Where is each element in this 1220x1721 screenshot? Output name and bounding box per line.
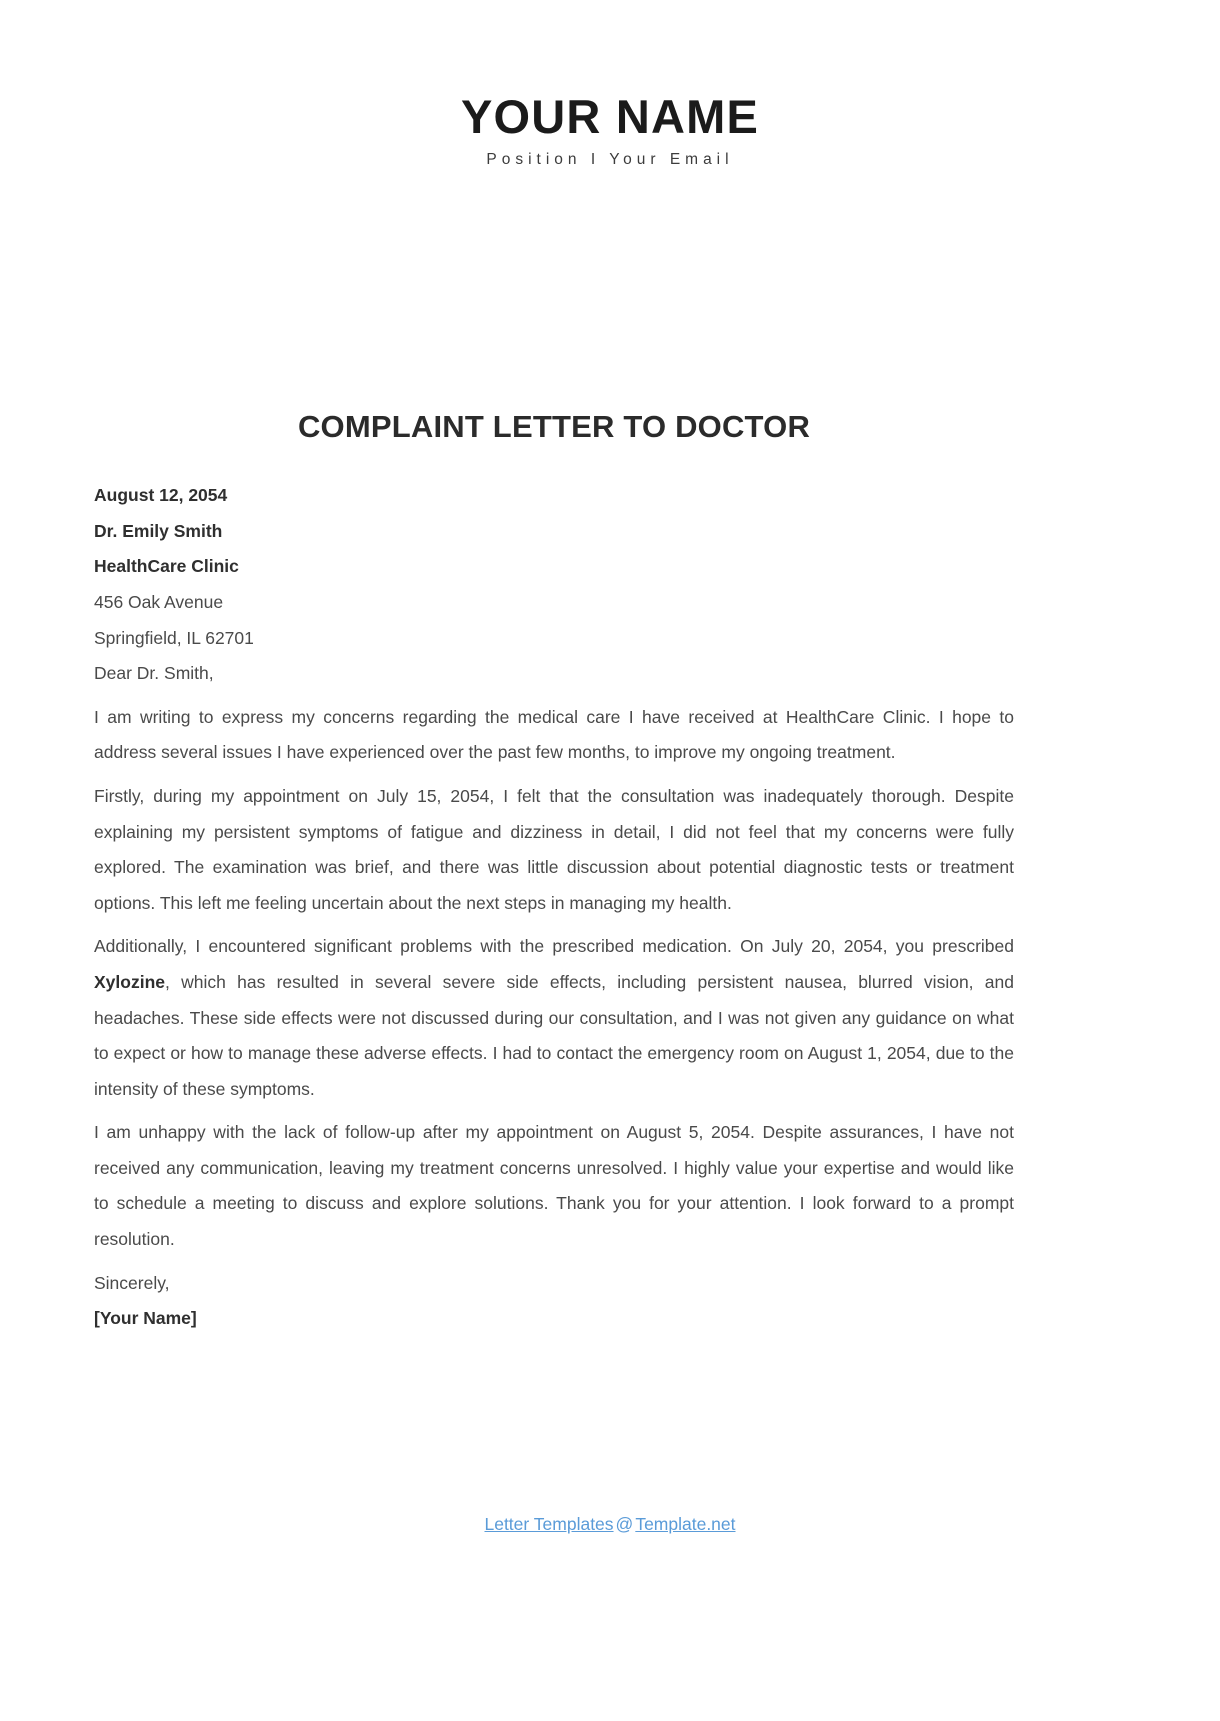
signature-name: [Your Name] bbox=[94, 1308, 197, 1329]
body-paragraph-3-tail: , which has resulted in several severe side effects, including persistent nausea, blurred vision, and headaches. These side effects were not discussed during our consultation, and I was not given any guidance on what to expect or how to manage these adverse effects. I had to contact the emergency room on August 1, 2054, due to the intensity of these symptoms. bbox=[94, 971, 1014, 1099]
letter-date: August 12, 2054 bbox=[94, 485, 228, 506]
medication-name: Xylozine bbox=[94, 971, 165, 992]
footer-link-letter-templates[interactable]: Letter Templates bbox=[484, 1514, 614, 1534]
letterhead-name: YOUR NAME bbox=[460, 90, 760, 143]
letterhead-subtitle: Position I Your Email bbox=[486, 151, 734, 169]
recipient-street-address: 456 Oak Avenue bbox=[94, 591, 224, 612]
footer-separator: @ bbox=[615, 1514, 634, 1534]
letter-body bbox=[94, 408, 1014, 1337]
recipient-organization: HealthCare Clinic bbox=[94, 556, 239, 577]
body-paragraph-1: I am writing to express my concerns regarding the medical care I have received at HealthCare Clinic. I hope to address several issues I have experienced over the past few months, to improve my ongoing treatment. bbox=[94, 706, 1014, 763]
recipient-city-state-zip: Springfield, IL 62701 bbox=[94, 627, 254, 648]
letterhead bbox=[0, 92, 1220, 169]
body-paragraph-2: Firstly, during my appointment on July 15, 2054, I felt that the consultation was inadequately thorough. Despite explaining my persistent symptoms of fatigue and dizziness in detail, I did not feel that my concerns were fully explored. The examination was brief, and there was little discussion about potential diagnostic tests or treatment options. This left me feeling uncertain about the next steps in managing my health. bbox=[94, 785, 1014, 913]
body-paragraph-4: I am unhappy with the lack of follow-up after my appointment on August 5, 2054. Despite assurances, I have not received any communication, leaving my treatment concerns unresolved. I highly value your expertise and would like to schedule a meeting to discuss and explore solutions. Thank you for your attention. I look forward to a prompt resolution. bbox=[94, 1122, 1014, 1250]
salutation: Dear Dr. Smith, bbox=[94, 663, 214, 684]
body-paragraph-3-lead: Additionally, I encountered significant problems with the prescribed medication. On July 20, 2054, you prescribed bbox=[94, 936, 1014, 957]
page-title: COMPLAINT LETTER TO DOCTOR bbox=[297, 409, 811, 444]
recipient-name: Dr. Emily Smith bbox=[94, 520, 223, 541]
footer bbox=[0, 1514, 1220, 1535]
body-paragraph-3 bbox=[94, 921, 1014, 1107]
footer-link-template-net[interactable]: Template.net bbox=[635, 1514, 736, 1534]
closing-salutation: Sincerely, bbox=[94, 1272, 170, 1293]
